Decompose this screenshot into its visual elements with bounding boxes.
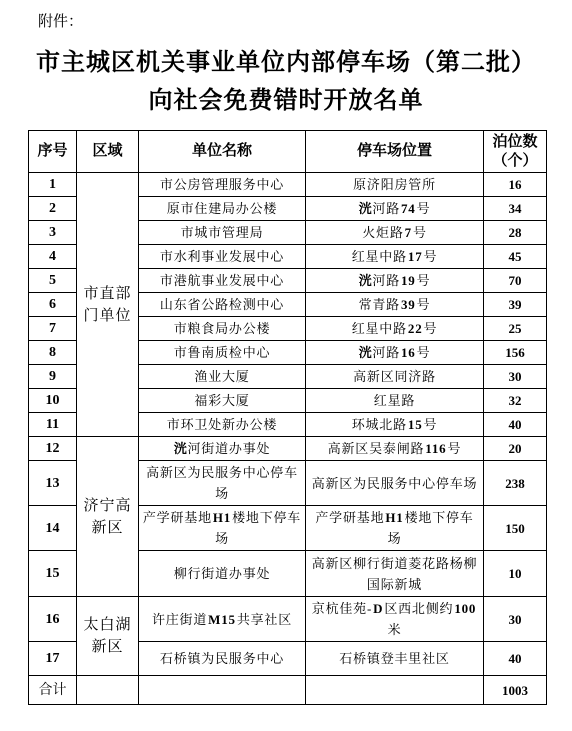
parking-spaces: 32 [484, 389, 547, 413]
row-number: 9 [29, 365, 77, 389]
region-cell: 太白湖新区 [77, 597, 139, 676]
table-row [29, 173, 547, 197]
table-header-row [29, 131, 547, 173]
unit-name: 山东省公路检测中心 [139, 293, 306, 317]
header-parking-location: 停车场位置 [306, 131, 484, 173]
parking-spaces: 156 [484, 341, 547, 365]
row-number: 8 [29, 341, 77, 365]
parking-spaces: 39 [484, 293, 547, 317]
table-row [29, 437, 547, 461]
parking-location: 环城北路15号 [306, 413, 484, 437]
unit-name: 柳行街道办事处 [139, 551, 306, 597]
row-number: 11 [29, 413, 77, 437]
row-number: 1 [29, 173, 77, 197]
unit-name: 市粮食局办公楼 [139, 317, 306, 341]
parking-spaces: 30 [484, 365, 547, 389]
row-number: 7 [29, 317, 77, 341]
parking-location: 洸河路74号 [306, 197, 484, 221]
parking-spaces: 34 [484, 197, 547, 221]
parking-spaces: 30 [484, 597, 547, 642]
parking-location: 红星中路22号 [306, 317, 484, 341]
header-region: 区域 [77, 131, 139, 173]
parking-location: 产学研基地H1楼地下停车场 [306, 506, 484, 551]
parking-spaces: 40 [484, 413, 547, 437]
parking-spaces: 16 [484, 173, 547, 197]
parking-spaces: 40 [484, 642, 547, 676]
parking-spaces: 20 [484, 437, 547, 461]
row-number: 6 [29, 293, 77, 317]
unit-name: 洸河街道办事处 [139, 437, 306, 461]
unit-name: 许庄街道M15共享社区 [139, 597, 306, 642]
header-unit-name: 单位名称 [139, 131, 306, 173]
parking-location: 红星路 [306, 389, 484, 413]
row-number: 13 [29, 461, 77, 506]
header-no: 序号 [29, 131, 77, 173]
parking-spaces: 150 [484, 506, 547, 551]
parking-location: 红星中路17号 [306, 245, 484, 269]
unit-name: 高新区为民服务中心停车场 [139, 461, 306, 506]
row-number: 3 [29, 221, 77, 245]
parking-location: 原济阳房管所 [306, 173, 484, 197]
row-number: 2 [29, 197, 77, 221]
unit-name: 产学研基地H1楼地下停车场 [139, 506, 306, 551]
total-row [29, 676, 547, 705]
row-number: 4 [29, 245, 77, 269]
document-title-line2: 向社会免费错时开放名单 [148, 88, 424, 114]
region-cell: 济宁高新区 [77, 437, 139, 597]
row-number: 12 [29, 437, 77, 461]
parking-spaces: 10 [484, 551, 547, 597]
parking-location: 高新区同济路 [306, 365, 484, 389]
parking-spaces: 45 [484, 245, 547, 269]
attachment-label: 附件： [38, 14, 84, 30]
unit-name: 渔业大厦 [139, 365, 306, 389]
unit-name: 市环卫处新办公楼 [139, 413, 306, 437]
unit-name: 市港航事业发展中心 [139, 269, 306, 293]
document-title-line1: 市主城区机关事业单位内部停车场（第二批） [36, 50, 536, 76]
parking-location: 洸河路19号 [306, 269, 484, 293]
total-empty-cell [306, 676, 484, 705]
unit-name: 福彩大厦 [139, 389, 306, 413]
parking-spaces: 238 [484, 461, 547, 506]
row-number: 15 [29, 551, 77, 597]
row-number: 14 [29, 506, 77, 551]
parking-location: 高新区柳行街道菱花路杨柳国际新城 [306, 551, 484, 597]
unit-name: 市公房管理服务中心 [139, 173, 306, 197]
row-number: 5 [29, 269, 77, 293]
header-parking-spaces: 泊位数（个） [484, 131, 547, 173]
table-row [29, 597, 547, 642]
parking-location: 常青路39号 [306, 293, 484, 317]
total-empty-cell [77, 676, 139, 705]
unit-name: 市城市管理局 [139, 221, 306, 245]
row-number: 10 [29, 389, 77, 413]
parking-location: 京杭佳苑-D区西北侧约100米 [306, 597, 484, 642]
parking-spaces: 28 [484, 221, 547, 245]
parking-spaces: 70 [484, 269, 547, 293]
unit-name: 原市住建局办公楼 [139, 197, 306, 221]
parking-location: 石桥镇登丰里社区 [306, 642, 484, 676]
parking-location: 高新区为民服务中心停车场 [306, 461, 484, 506]
total-label: 合计 [29, 676, 77, 705]
parking-spaces: 25 [484, 317, 547, 341]
unit-name: 市水利事业发展中心 [139, 245, 306, 269]
parking-location: 洸河路16号 [306, 341, 484, 365]
region-cell: 市直部门单位 [77, 173, 139, 437]
unit-name: 市鲁南质检中心 [139, 341, 306, 365]
parking-location: 火炬路7号 [306, 221, 484, 245]
row-number: 17 [29, 642, 77, 676]
total-empty-cell [139, 676, 306, 705]
unit-name: 石桥镇为民服务中心 [139, 642, 306, 676]
parking-location: 高新区吴泰闸路116号 [306, 437, 484, 461]
total-parking-spaces: 1003 [484, 676, 547, 705]
row-number: 16 [29, 597, 77, 642]
parking-list-table [28, 130, 547, 705]
